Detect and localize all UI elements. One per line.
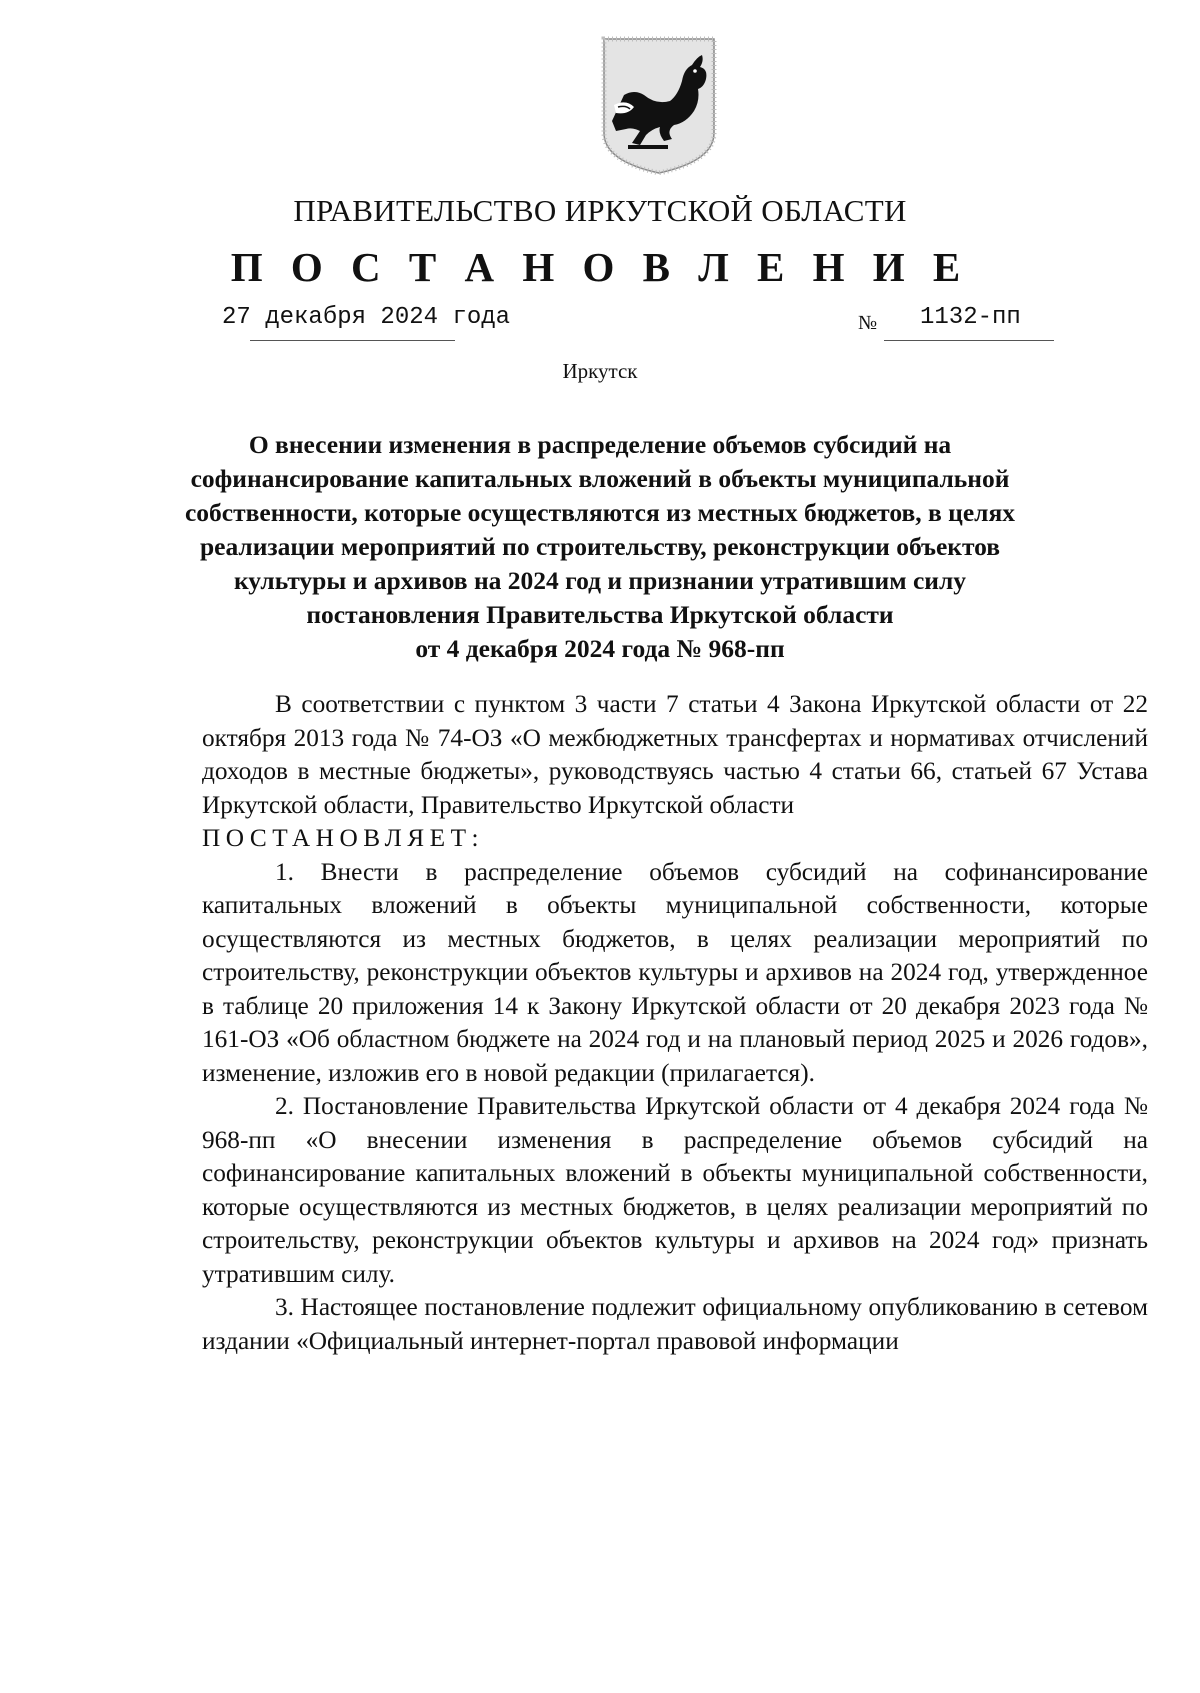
document-title: О внесении изменения в распределение объемов субсидий на софинансирование капитальных вложений в объекты муниципальной собственности, которые осуществляются из местных бюджетов, в целях реализации мероприятий по строительству, реконструкции объектов культуры и архивов на 2024 год и признании утратившим силу постановления Правительства Иркутской области от 4 декабря 2024 года № 968-пп	[184, 430, 1016, 663]
item-2-paragraph: 2. Постановление Правительства Иркутской области от 4 декабря 2024 года № 968-пп «О внесении изменения в распределение объемов субсидий на софинансирование капитальных вложений в объекты муниципальной собственности, которые осуществляются из местных бюджетов, в целях реализации мероприятий по строительству, реконструкции объектов культуры и архивов на 2024 год» признать утратившим силу.	[202, 1092, 1148, 1288]
number-sign: №	[858, 312, 878, 334]
item-1-paragraph: 1. Внести в распределение объемов субсидий на софинансирование капитальных вложений в объекты муниципальной собственности, которые осуществляются из местных бюджетов, в целях реализации мероприятий по строительству, реконструкции объектов культуры и архивов на 2024 год, утвержденное в таблице 20 приложения 14 к Закону Иркутской области от 20 декабря 2023 года № 161-ОЗ «Об областном бюджете на 2024 год и на плановый период 2025 и 2026 годов», изменение, изложив его в новой редакции (прилагается).	[202, 857, 1148, 1087]
irkutsk-babr-emblem-icon	[600, 35, 718, 175]
preamble-paragraph: В соответствии с пунктом 3 части 7 статьи 4 Закона Иркутской области от 22 октября 2013 года № 74-ОЗ «О межбюджетных трансфертах и нормативах отчислений доходов в местные бюджеты», руководствуясь частью 4 статьи 66, статьей 67 Устава Иркутской области, Правительство Иркутской области	[202, 690, 1148, 819]
date-underline	[250, 340, 455, 341]
item-3-paragraph: 3. Настоящее постановление подлежит официальному опубликованию в сетевом издании «Официальный интернет-портал правовой информации	[202, 1293, 1148, 1355]
number-underline	[884, 340, 1054, 341]
document-number: 1132-пп	[920, 304, 1021, 331]
document-body	[202, 688, 1148, 1358]
government-name: ПРАВИТЕЛЬСТВО ИРКУТСКОЙ ОБЛАСТИ	[293, 193, 907, 228]
document-date: 27 декабря 2024 года	[222, 304, 511, 331]
document-type: П О С Т А Н О В Л Е Н И Е	[230, 244, 970, 290]
city-name: Иркутск	[562, 359, 638, 383]
resolves-word: ПОСТАНОВЛЯЕТ:	[202, 824, 485, 852]
